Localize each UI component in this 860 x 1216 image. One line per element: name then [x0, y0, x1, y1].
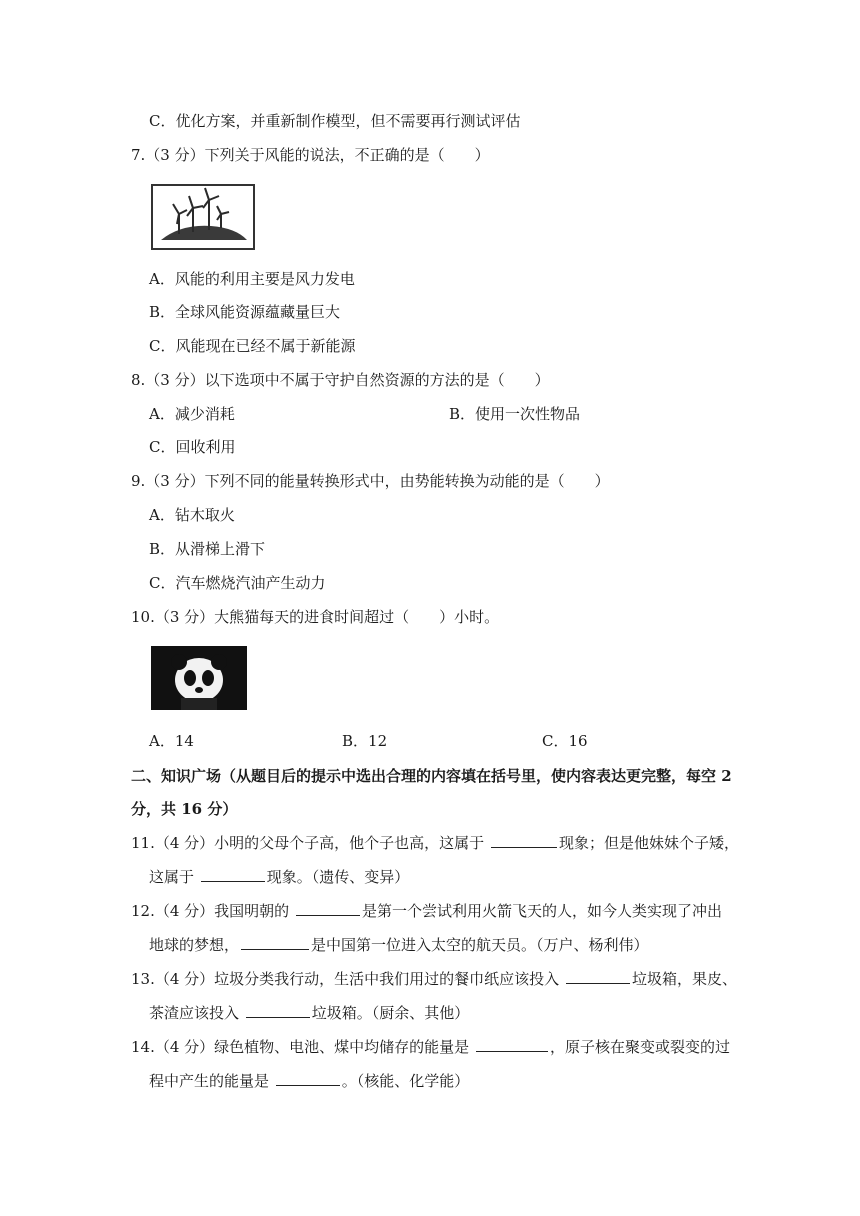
q13-blank-2[interactable]	[246, 1003, 310, 1018]
q11-blank-1[interactable]	[491, 833, 557, 848]
q13-blank-1[interactable]	[566, 969, 630, 984]
q12-text-b: 是第一个尝试利用火箭飞天的人，如今人类实现了冲出	[361, 902, 722, 920]
q9-option-c: C．汽车燃烧汽油产生动力	[149, 574, 326, 592]
q12-line2	[149, 935, 649, 955]
section2-heading-line2: 分，共 16 分）	[131, 800, 238, 818]
q13-text-d: 垃圾箱。（厨余、其他）	[311, 1004, 470, 1022]
q12-blank-2[interactable]	[241, 935, 309, 950]
q14-blank-2[interactable]	[276, 1071, 340, 1086]
q14-blank-1[interactable]	[476, 1037, 548, 1052]
q10-stem: 10.（3 分）大熊猫每天的进食时间超过（ ）小时。	[131, 608, 500, 626]
q12-text-c: 地球的梦想，	[149, 936, 240, 954]
q13-line1	[131, 969, 737, 989]
q6-option-c: C．优化方案，并重新制作模型，但不需要再行测试评估	[149, 112, 521, 130]
q14-line1	[131, 1037, 730, 1057]
q13-line2	[149, 1003, 469, 1023]
q12-blank-1[interactable]	[296, 901, 360, 916]
q10-option-c: C．16	[542, 732, 588, 750]
section2-heading-line1: 二、知识广场（从题目后的提示中选出合理的内容填在括号里，使内容表达更完整，每空 2	[131, 767, 732, 785]
q14-text-a: 14.（4 分）绿色植物、电池、煤中均储存的能量是	[131, 1038, 470, 1056]
q13-text-b: 垃圾箱，果皮、	[631, 970, 737, 988]
q7-option-a: A．风能的利用主要是风力发电	[149, 270, 355, 288]
q10-option-a: A．14	[149, 732, 194, 750]
q13-text-a: 13.（4 分）垃圾分类我行动，生活中我们用过的餐巾纸应该投入	[131, 970, 560, 988]
q8-option-a: A．减少消耗	[149, 405, 235, 423]
q14-line2	[149, 1071, 469, 1091]
q9-option-a: A．钻木取火	[149, 506, 235, 524]
q12-text-d: 是中国第一位进入太空的航天员。（万户、杨利伟）	[311, 936, 649, 954]
q14-text-c: 程中产生的能量是	[149, 1072, 270, 1090]
q14-text-d: 。（核能、化学能）	[341, 1072, 470, 1090]
q8-option-b: B．使用一次性物品	[449, 405, 581, 423]
q7-stem: 7.（3 分）下列关于风能的说法，不正确的是（ ）	[131, 146, 490, 164]
q11-text-c: 这属于	[149, 868, 195, 886]
q13-text-c: 茶渣应该投入	[149, 1004, 240, 1022]
q8-stem: 8.（3 分）以下选项中不属于守护自然资源的方法的是（ ）	[131, 371, 550, 389]
q8-option-c: C．回收利用	[149, 438, 236, 456]
q14-text-b: ，原子核在聚变或裂变的过	[549, 1038, 730, 1056]
panda-image	[151, 646, 247, 710]
q11-text-b: 现象；但是他妹妹个子矮，	[558, 834, 739, 852]
q7-option-c: C．风能现在已经不属于新能源	[149, 337, 356, 355]
q7-option-b: B．全球风能资源蕴藏量巨大	[149, 303, 341, 321]
q9-stem: 9.（3 分）下列不同的能量转换形式中，由势能转换为动能的是（ ）	[131, 472, 610, 490]
q12-line1	[131, 901, 722, 921]
q9-option-b: B．从滑梯上滑下	[149, 540, 266, 558]
wind-turbines-image	[151, 184, 255, 250]
q11-line2	[149, 867, 409, 887]
q11-text-d: 现象。（遗传、变异）	[266, 868, 410, 886]
q11-blank-2[interactable]	[201, 867, 265, 882]
q11-line1	[131, 833, 739, 853]
q10-option-b: B．12	[342, 732, 388, 750]
q11-text-a: 11.（4 分）小明的父母个子高，他个子也高，这属于	[131, 834, 485, 852]
q12-text-a: 12.（4 分）我国明朝的	[131, 902, 290, 920]
